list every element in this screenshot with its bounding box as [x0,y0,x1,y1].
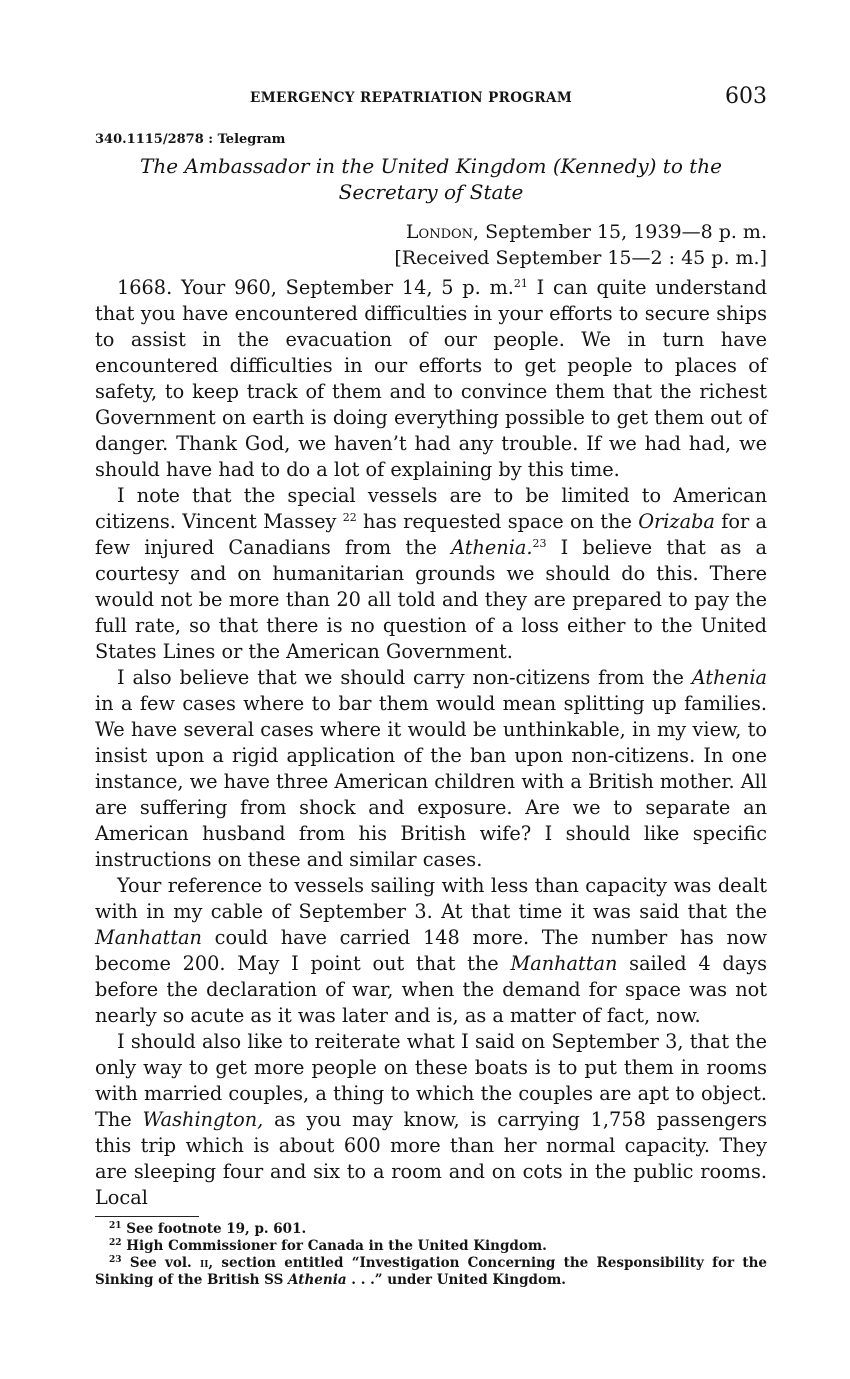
text-segment: I also believe that we should carry non-citizens from the [117,666,692,689]
footnote-text: High Commissioner for Canada in the United Kingdom. [126,1238,547,1254]
text-segment: has requested space on the [356,510,639,533]
footnotes [95,1221,767,1289]
text-segment: could have carried 148 more. The number has now become 200. May I point out that the [95,926,767,975]
footnote-divider [95,1216,199,1217]
dateline [95,219,767,271]
footnote-number: 22 [109,1238,122,1248]
sent-line [95,219,767,245]
text-segment: I should also like to reiterate what I said on September 3, that the only way to get more people on these boats is to put them in rooms with married couples, a thing to which the couples are apt to object. The [95,1030,767,1131]
footnote-number: 23 [109,1255,122,1265]
paragraph-2 [95,483,767,665]
ship-name: Orizaba [638,510,715,533]
text-segment: for a few injured Canadians from the [95,510,768,559]
place: London [405,221,474,243]
document-page [95,84,767,1289]
footnote-ref-23: 23 [532,537,547,550]
footnote-text: , section entitled “Investigation Concerning the Responsibility for the Sinking of the British SS [95,1255,767,1288]
paragraph-3 [95,665,767,873]
telegram-body [95,275,767,1211]
volume-number: ii [200,1255,209,1271]
text-segment: I can quite understand that you have encountered difficulties in your efforts to secure ships to assist in the evacuation of our people. We in turn have encountered difficulties in our efforts to get people to places of safety, to keep track of them and to convince them that the richest Government on earth is doing everything possible to get them out of danger. Thank God, we haven’t had any trouble. If we had had, we should have had to do a lot of explaining by this time. [95,276,767,481]
received-line: [Received September 15—2 : 45 p. m.] [394,247,767,269]
text-segment: I believe that as a courtesy and on humanitarian grounds we should do this. There would not be more than 20 all told and they are prepared to pay the full rate, so that there is no question of a loss either to the United States Lines or the American Government. [95,536,767,663]
ship-name: Athenia [691,666,767,689]
text-segment: sailed 4 days before the declaration of war, when the demand for space was not nearly so acute as it was later and is, as a matter of fact, now. [95,952,768,1027]
paragraph-4 [95,873,767,1029]
text-segment: in a few cases where to bar them would mean splitting up families. We have several cases where it would be unthinkable, in my view, to insist upon a rigid application of the ban upon non-citizens. In one instance, we have three American children with a British mother. All are suffering from shock and exposure. Are we to separate an American husband from his British wife? I should like specific instructions on these and similar cases. [95,692,767,871]
text-segment: 1668. Your 960, September 14, 5 p. m. [117,276,514,299]
footnote-text: See footnote 19, p. 601. [126,1221,307,1237]
footnote-ref-22: 22 [342,511,357,524]
footnote-text: . . .” under United Kingdom. [346,1272,566,1288]
text-segment: as you may know, is carrying 1,758 passengers this trip which is about 600 more than her normal capacity. They are sleeping four and six to a room and on cots in the public rooms. Local [95,1108,767,1209]
ship-name: Athenia [288,1272,347,1288]
file-number: 340.1115/2878 : Telegram [95,132,286,147]
footnote-number: 21 [109,1221,122,1231]
footnote-text: See vol. [129,1255,200,1271]
paragraph-5 [95,1029,767,1211]
paragraph-1 [95,275,767,483]
page-number: 603 [725,84,767,109]
ship-name: Athenia. [451,536,533,559]
footnote-22 [95,1238,767,1255]
text-segment: I note that the special vessels are to be limited to American citizens. Vincent Massey [95,484,767,533]
footnote-23 [95,1255,767,1289]
ship-name: Manhattan [95,926,202,949]
running-header [95,84,767,114]
footnote-21 [95,1221,767,1238]
document-title: The Ambassador in the United Kingdom (Kennedy) to the Secretary of State [140,154,722,204]
footnote-ref-21: 21 [513,277,528,290]
sent-date: , September 15, 1939—8 p. m. [473,221,767,243]
ship-name: Manhattan [510,952,618,975]
running-title: EMERGENCY REPATRIATION PROGRAM [250,90,573,106]
ship-name: Washington, [142,1108,264,1131]
text-segment: Your reference to vessels sailing with less than capacity was dealt with in my cable of September 3. At that time it was said that the [95,874,767,923]
